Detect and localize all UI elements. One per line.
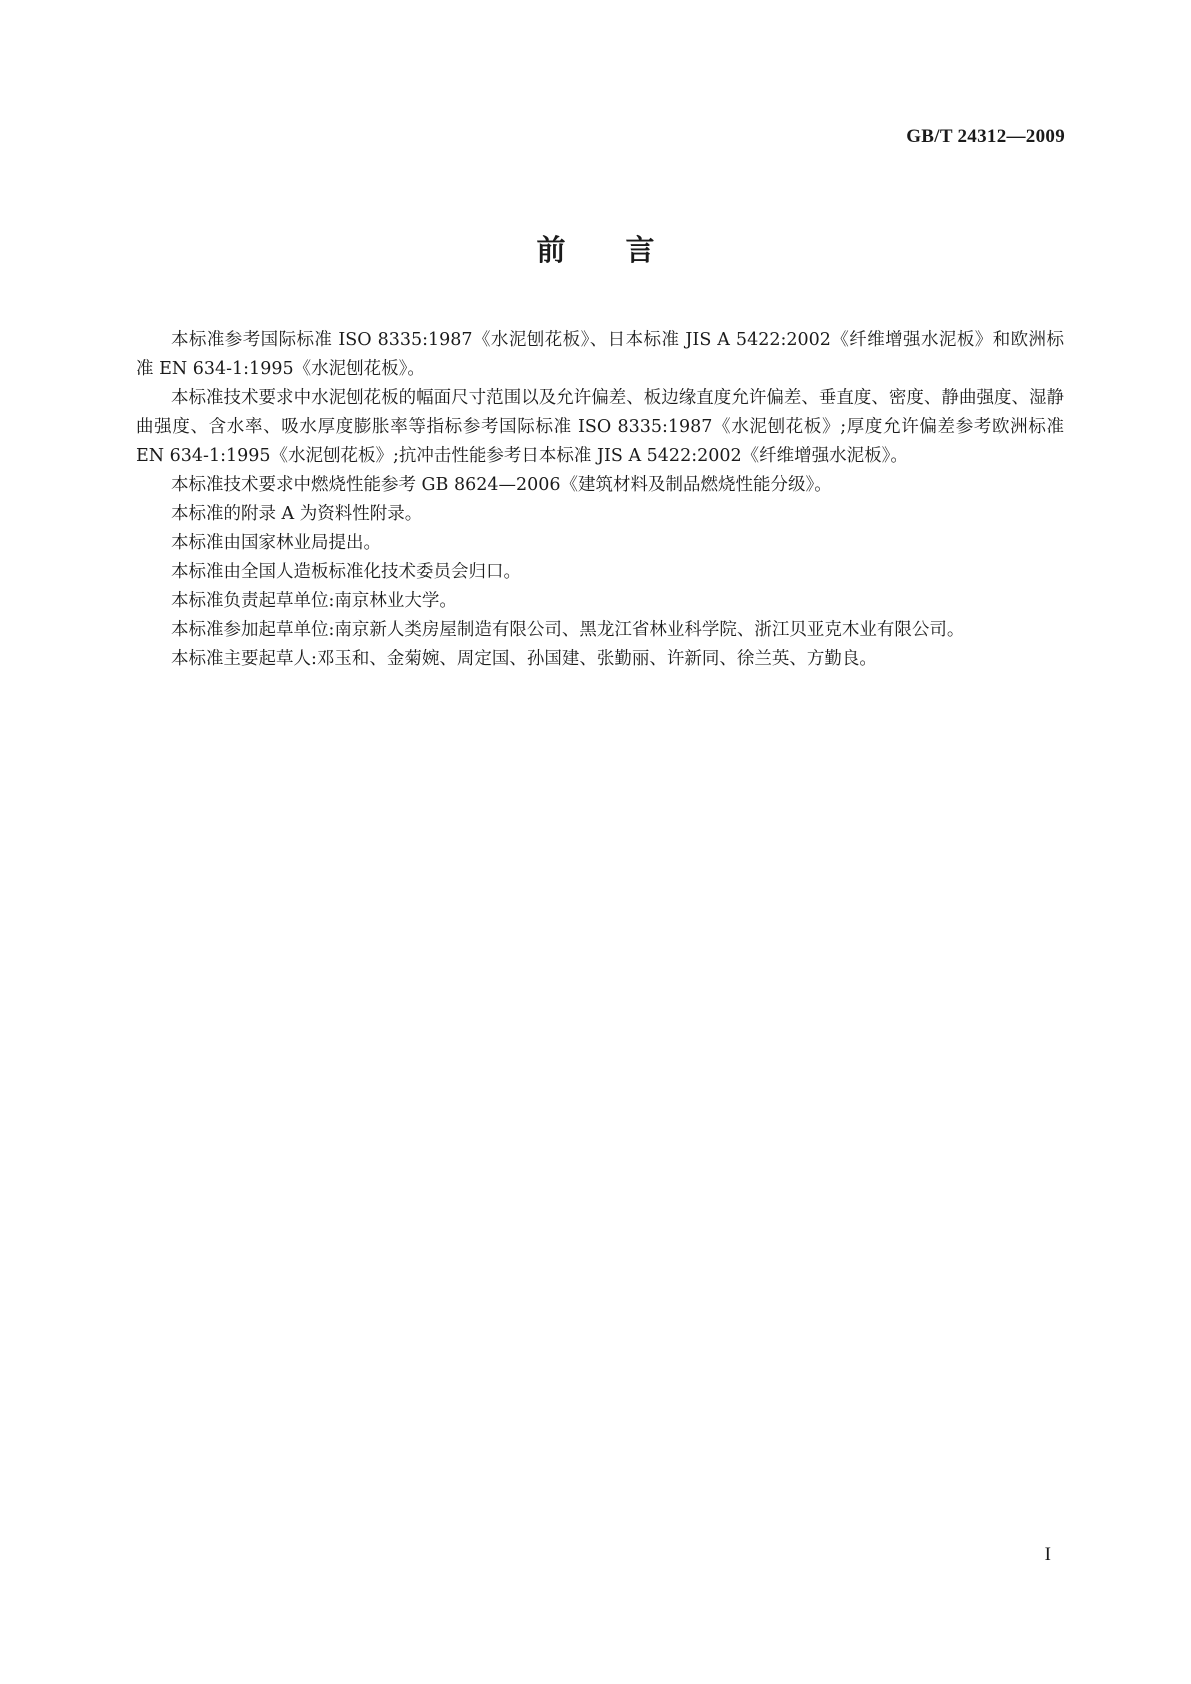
paragraph-centralized-by: 本标准由全国人造板标准化技术委员会归口。 <box>171 562 521 582</box>
paragraph-proposed-by: 本标准由国家林业局提出。 <box>171 533 381 553</box>
paragraph-technical-requirements: 本标准技术要求中水泥刨花板的幅面尺寸范围以及允许偏差、板边缘直度允许偏差、垂直度、密度、静曲强度、湿静曲强度、含水率、吸水厚度膨胀率等指标参考国际标准 ISO 8335:1987《水泥刨花板》;厚度允许偏差参考欧洲标准 EN 634-1:1995《水泥刨花板》;抗冲击性能参考日本标准 JIS A 5422:2002《纤维增强水泥板》。 <box>136 388 1064 466</box>
paragraph-participating-units: 本标准参加起草单位:南京新人类房屋制造有限公司、黑龙江省林业科学院、浙江贝亚克木业有限公司。 <box>171 620 965 640</box>
paragraph-references: 本标准参考国际标准 ISO 8335:1987《水泥刨花板》、日本标准 JIS A 5422:2002《纤维增强水泥板》和欧洲标准 EN 634-1:1995《水泥刨花板》。 <box>136 330 1064 379</box>
paragraph-appendix: 本标准的附录 A 为资料性附录。 <box>171 504 423 524</box>
standard-number: GB/T 24312—2009 <box>906 126 1065 147</box>
paragraph-combustion: 本标准技术要求中燃烧性能参考 GB 8624—2006《建筑材料及制品燃烧性能分级》。 <box>171 475 832 495</box>
foreword-body <box>136 326 1064 674</box>
page-title: 前言 <box>536 233 715 267</box>
page-number: I <box>1044 1544 1051 1565</box>
paragraph-drafters: 本标准主要起草人:邓玉和、金菊婉、周定国、孙国建、张勤丽、许新同、徐兰英、方勤良。 <box>171 649 877 669</box>
paragraph-drafting-unit: 本标准负责起草单位:南京林业大学。 <box>171 591 457 611</box>
